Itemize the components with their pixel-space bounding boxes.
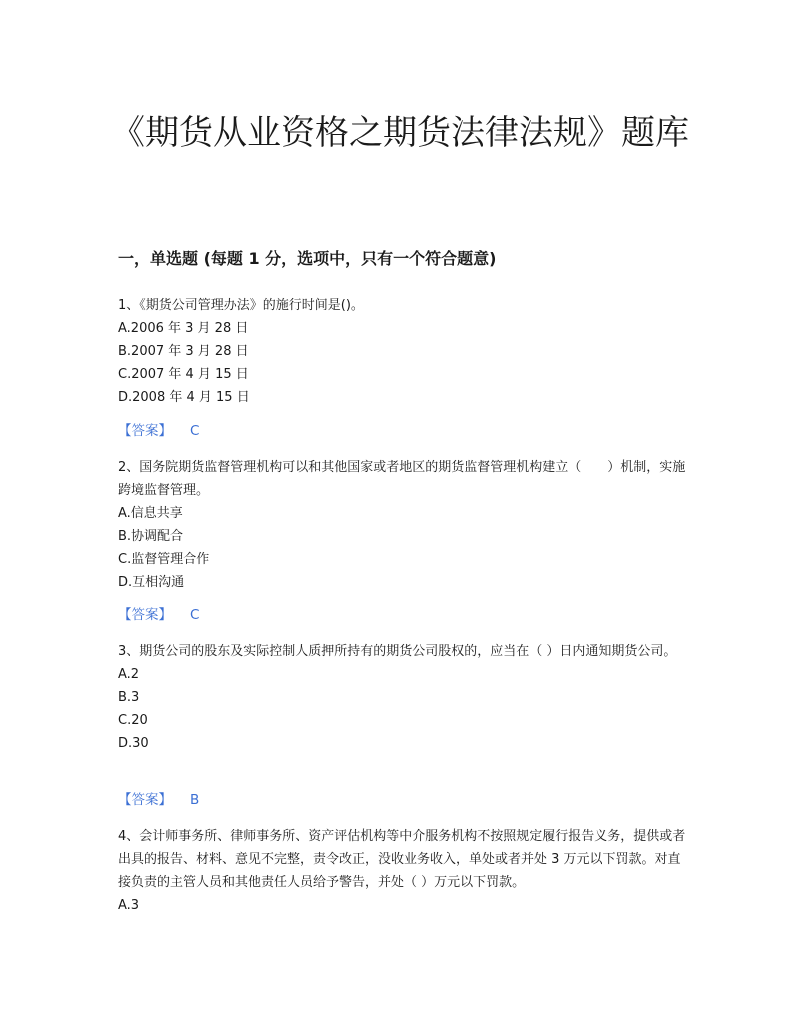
question-text: 2、国务院期货监督管理机构可以和其他国家或者地区的期货监督管理机构建立（ ）机制，实施跨境监督管理。 [118, 460, 686, 498]
option-c: C.2007 年 4 月 15 日 [118, 367, 249, 382]
question-2 [118, 456, 688, 594]
answer-1 [118, 421, 199, 441]
question-text: 3、期货公司的股东及实际控制人质押所持有的期货公司股权的，应当在（ ）日内通知期货公司。 [118, 644, 677, 659]
answer-label: 【答案】 [118, 423, 172, 439]
option-c: C.监督管理合作 [118, 552, 210, 567]
answer-2 [118, 605, 199, 625]
option-b: B.协调配合 [118, 529, 184, 544]
answer-3 [118, 790, 199, 810]
answer-label: 【答案】 [118, 607, 172, 623]
option-a: A.3 [118, 898, 140, 913]
answer-value: C [190, 607, 200, 623]
question-text: 4、会计师事务所、律师事务所、资产评估机构等中介服务机构不按照规定履行报告义务，提供或者出具的报告、材料、意见不完整，责令改正，没收业务收入，单处或者并处 3 万元以下罚款。对直接负责的主管人员和其他责任人员给予警告，并处（ ）万元以下罚款。 [118, 829, 686, 890]
option-b: B.2007 年 3 月 28 日 [118, 344, 249, 359]
question-text: 1、《期货公司管理办法》的施行时间是()。 [118, 298, 364, 313]
answer-value: B [190, 792, 200, 808]
question-1 [118, 294, 688, 409]
option-b: B.3 [118, 690, 140, 705]
option-c: C.20 [118, 713, 148, 728]
option-a: A.2 [118, 667, 140, 682]
question-3 [118, 640, 688, 755]
option-a: A.2006 年 3 月 28 日 [118, 321, 249, 336]
option-d: D.30 [118, 736, 149, 751]
question-4 [118, 825, 688, 917]
option-d: D.互相沟通 [118, 575, 185, 590]
document-title: 《期货从业资格之期货法律法规》题库 [111, 113, 689, 153]
option-a: A.信息共享 [118, 506, 183, 521]
answer-label: 【答案】 [118, 792, 172, 808]
option-d: D.2008 年 4 月 15 日 [118, 390, 250, 405]
section-header: 一，单选题 (每题 1 分，选项中，只有一个符合题意) [118, 249, 497, 268]
answer-value: C [190, 423, 200, 439]
